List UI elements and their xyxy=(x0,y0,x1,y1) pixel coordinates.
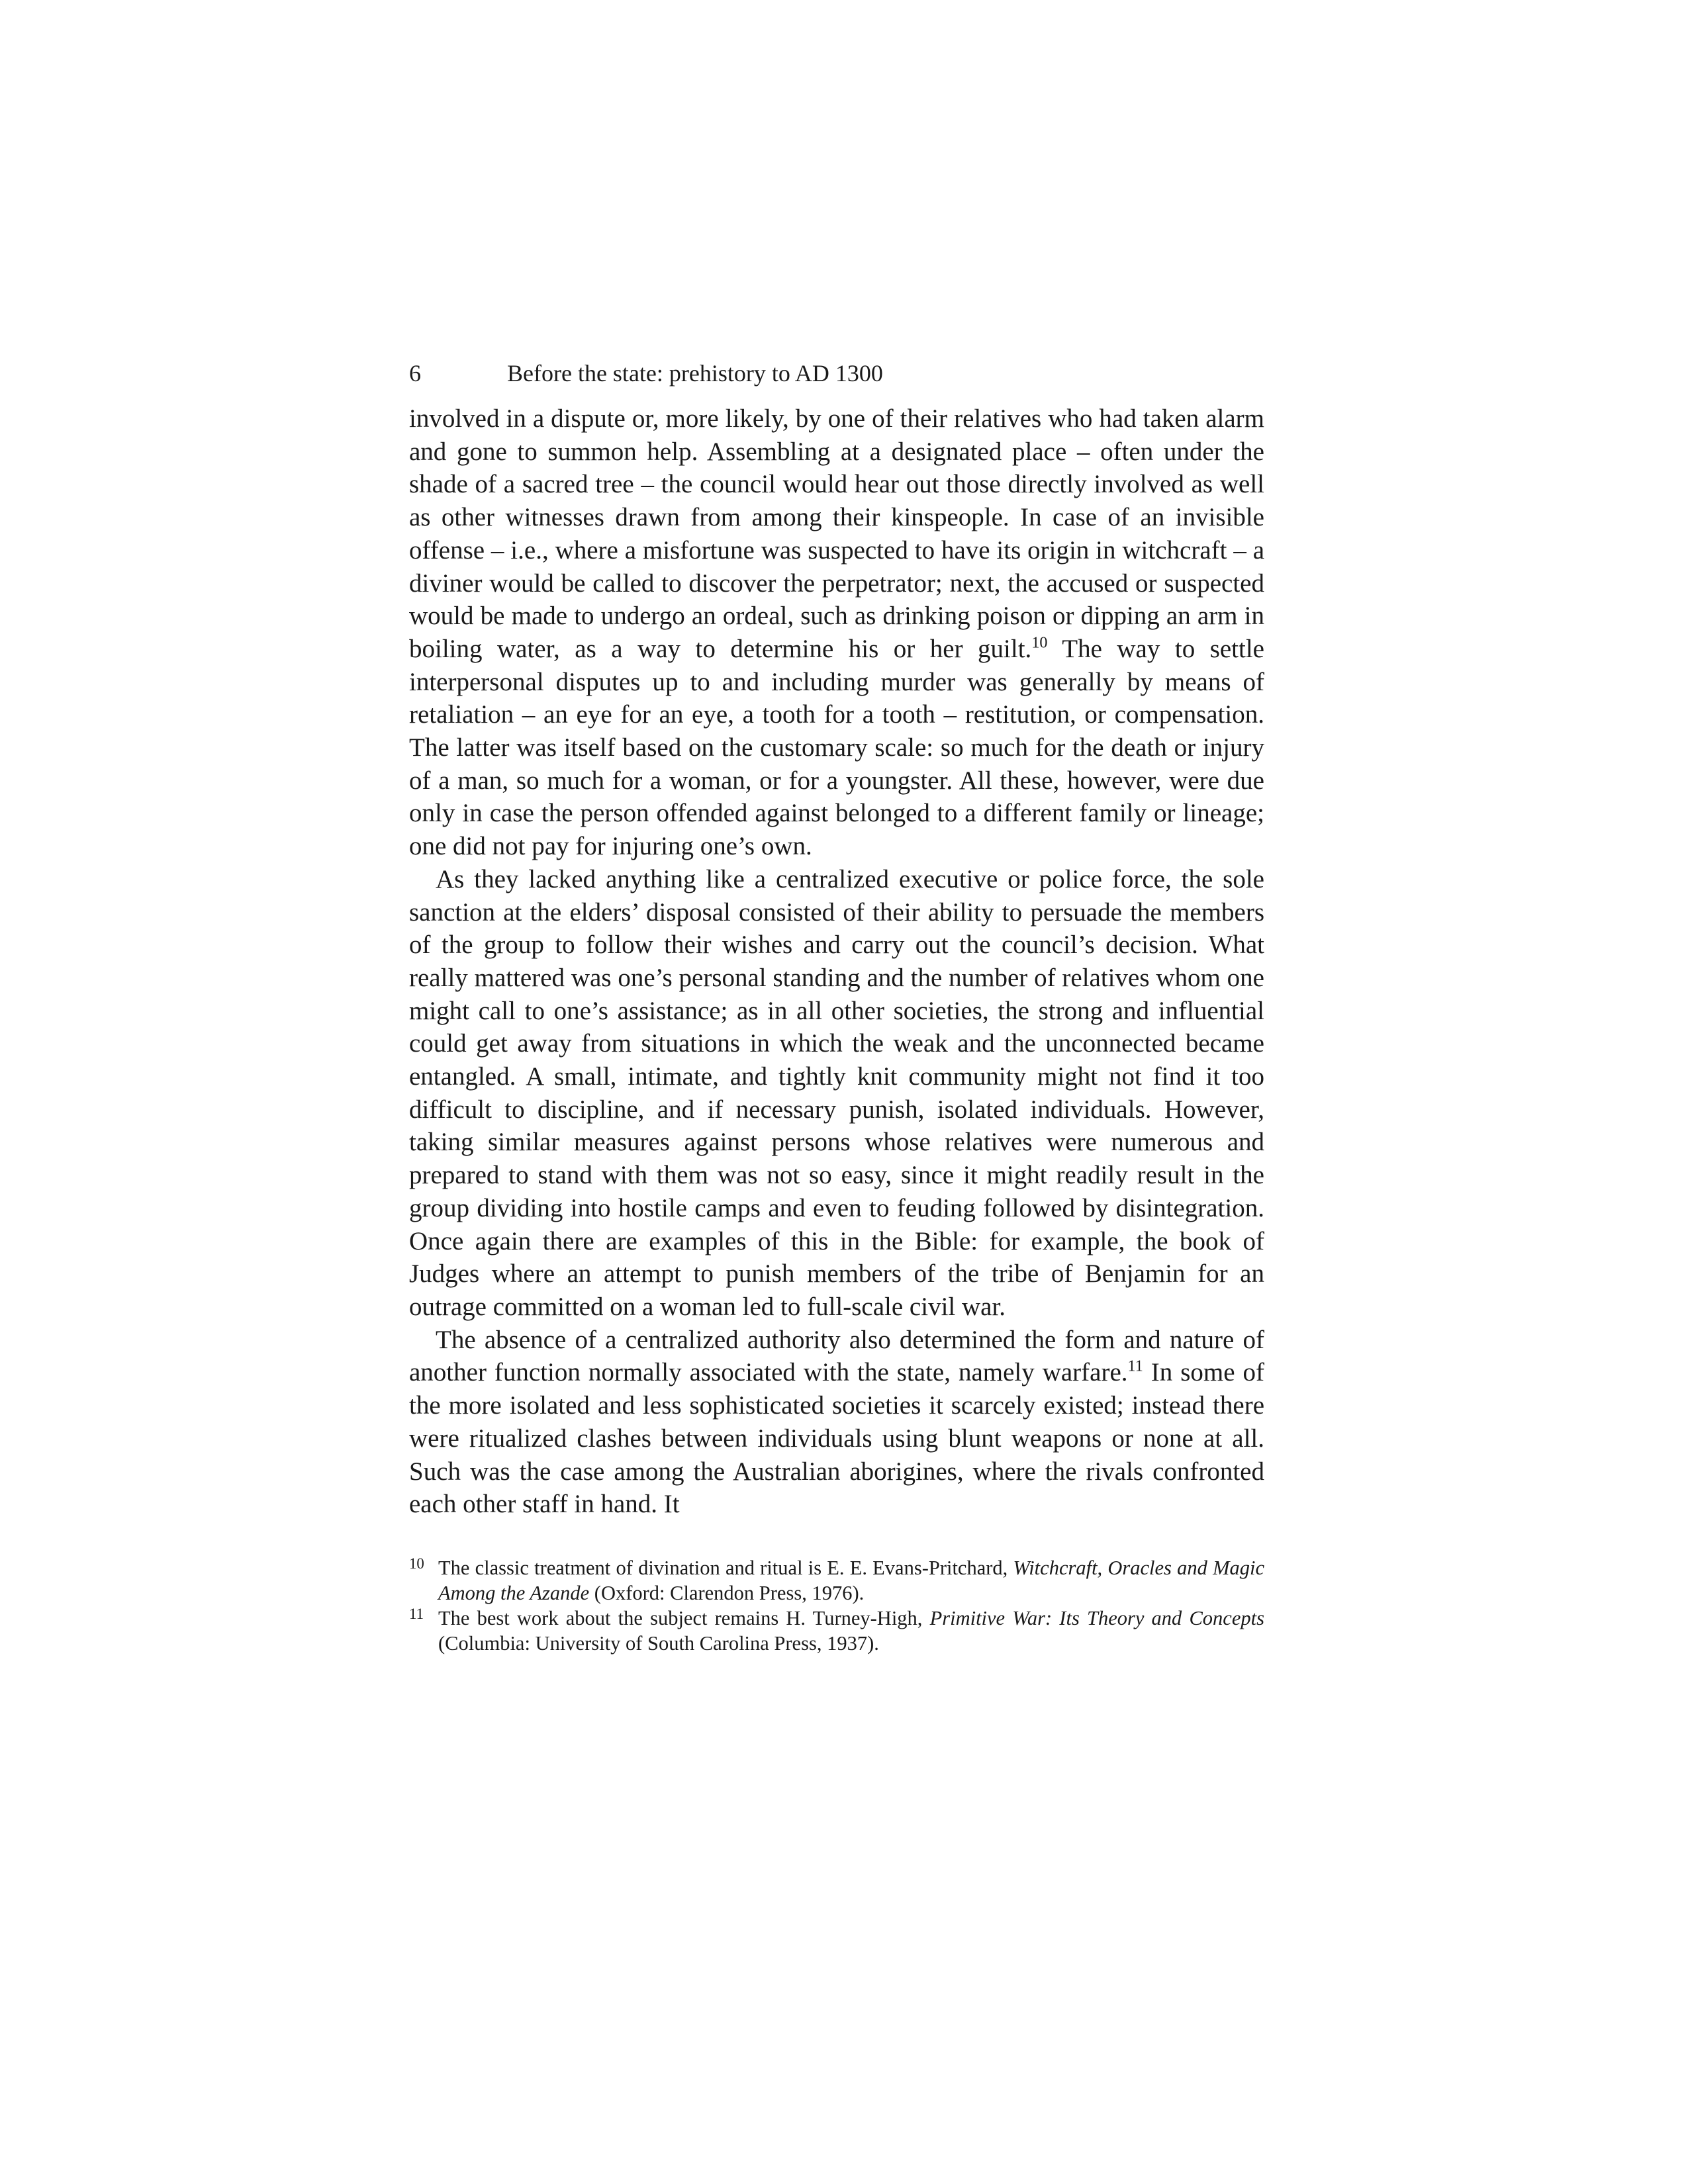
paragraph xyxy=(409,1324,1264,1521)
text-run: (Oxford: Clarendon Press, 1976). xyxy=(589,1581,865,1604)
footnote-marker: 10 xyxy=(409,1555,424,1572)
running-head xyxy=(409,357,1264,389)
running-head-title: Before the state: prehistory to AD 1300 xyxy=(507,360,883,387)
text-run: (Columbia: University of South Carolina Press, 1937). xyxy=(438,1631,879,1655)
cited-title: Primitive War: Its Theory and Concepts xyxy=(929,1606,1264,1629)
book-page xyxy=(409,357,1264,1656)
text-run: The way to settle interpersonal disputes up to and including murder was generally by means of retaliation – an eye for an eye, a tooth for a tooth – restitution, or compensation. The latter was itself based on the customary scale: so much for the death or injury of a man, so much for a woman, or for a youngster. All these, however, were due only in case the person offended against belonged to a different family or lineage; one did not pay for injuring one’s own. xyxy=(409,634,1264,861)
page-number: 6 xyxy=(409,360,421,387)
footnote-marker: 11 xyxy=(409,1605,424,1622)
cited-title: Witchcraft, Oracles and Magic Among the Azande xyxy=(438,1556,1264,1604)
paragraph xyxy=(409,402,1264,863)
text-run: In some of the more isolated and less sophisticated societies it scarcely existed; instead there were ritualized clashes between individuals using blunt weapons or none at all. Such was the case among the Australian aborigines, where the rivals confronted each other staff in hand. It xyxy=(409,1358,1264,1519)
paragraph xyxy=(409,863,1264,1324)
text-run: The classic treatment of divination and ritual is E. E. Evans-Pritchard, xyxy=(438,1556,1013,1579)
body-text xyxy=(409,402,1264,1521)
text-run: As they lacked anything like a centralized executive or police force, the sole sanction at the elders’ disposal consisted of their ability to persuade the members of the group to follow their wishes and carry out the council’s decision. What really mattered was one’s personal standing and the number of relatives whom one might call to one’s assistance; as in all other societies, the strong and influential could get away from situations in which the weak and the unconnected became entangled. A small, intimate, and tightly knit community might not find it too difficult to discipline, and if necessary punish, isolated individuals. However, taking similar measures against persons whose relatives were numerous and prepared to stand with them was not so easy, since it might readily result in the group dividing into hostile camps and even to feuding followed by disintegration. Once again there are examples of this in the Bible: for example, the book of Judges where an attempt to punish members of the tribe of Benjamin for an outrage committed on a woman led to full-scale civil war. xyxy=(409,864,1264,1321)
text-run: The absence of a centralized authority also determined the form and nature of another function normally associated with the state, namely warfare. xyxy=(409,1325,1264,1387)
footnote-reference: 11 xyxy=(1127,1357,1143,1375)
text-run: The best work about the subject remains H. Turney-High, xyxy=(438,1606,930,1629)
footnote-reference: 10 xyxy=(1031,633,1048,652)
text-run: involved in a dispute or, more likely, by one of their relatives who had taken alarm and gone to summon help. Assembling at a designated place – often under the shade of a sacred tree – the council would hear out those directly involved as well as other witnesses drawn from among their kinspeople. In case of an invisible offense – i.e., where a misfortune was suspected to have its origin in witchcraft – a diviner would be called to discover the perpetrator; next, the accused or suspected would be made to undergo an ordeal, such as drinking poison or dipping an arm in boiling water, as a way to determine his or her guilt. xyxy=(409,404,1264,663)
footnote xyxy=(409,1606,1264,1656)
footnote xyxy=(409,1555,1264,1606)
footnotes xyxy=(409,1555,1264,1656)
